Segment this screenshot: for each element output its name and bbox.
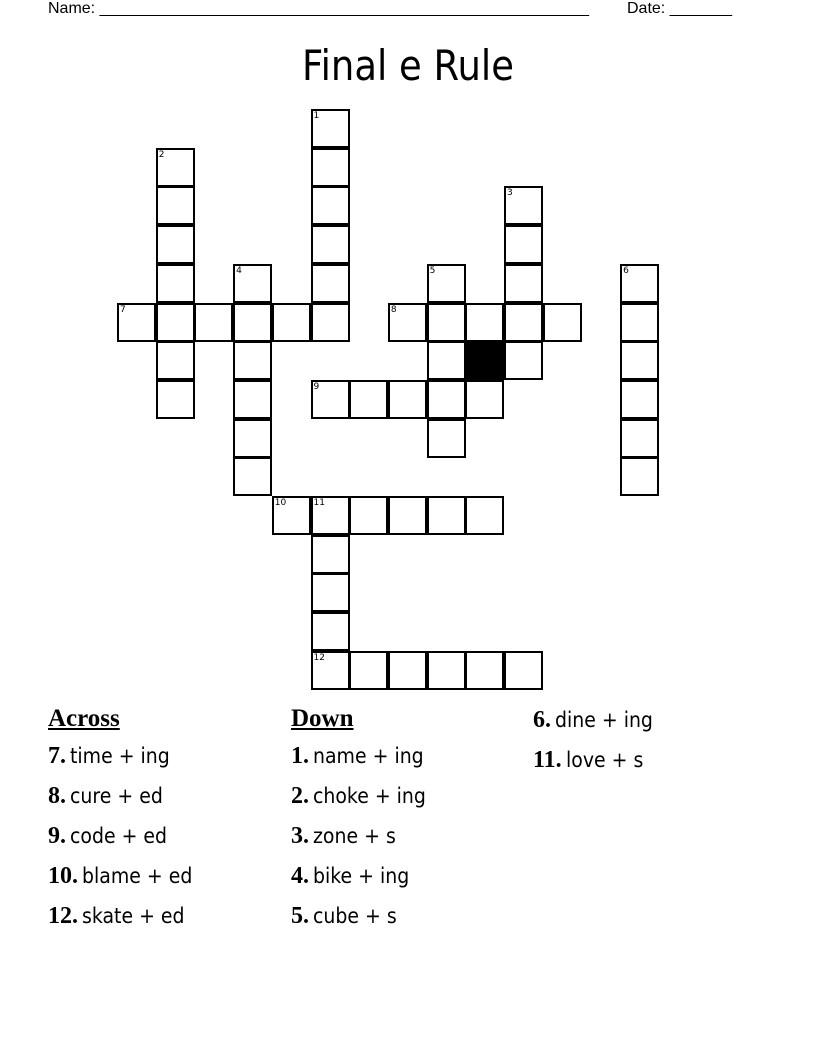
clue-item xyxy=(48,739,205,779)
crossword-cell[interactable] xyxy=(349,496,388,535)
clue-number: 5 xyxy=(429,265,436,276)
crossword-cell[interactable] xyxy=(233,341,272,380)
clue-text: cure + ed xyxy=(70,784,164,808)
crossword-cell[interactable] xyxy=(156,264,195,303)
clue-number: 10 xyxy=(274,498,287,508)
crossword-cell[interactable] xyxy=(156,186,195,225)
crossword-cell[interactable] xyxy=(311,225,350,264)
across-clues xyxy=(48,703,205,939)
clue-number: 1. xyxy=(291,743,309,769)
crossword-block xyxy=(465,341,504,380)
crossword-cell[interactable] xyxy=(465,496,504,535)
clue-number: 4. xyxy=(291,863,309,889)
clue-text: zone + s xyxy=(313,824,397,848)
crossword-cell[interactable] xyxy=(272,496,311,535)
crossword-cell[interactable] xyxy=(504,341,543,380)
crossword-cell[interactable] xyxy=(620,419,659,458)
clue-text: blame + ed xyxy=(82,864,193,888)
crossword-cell[interactable] xyxy=(427,303,466,342)
crossword-cell[interactable] xyxy=(117,303,156,342)
crossword-cell[interactable] xyxy=(427,419,466,458)
clue-number: 10. xyxy=(48,863,78,889)
crossword-cell[interactable] xyxy=(504,651,543,690)
clue-text: name + ing xyxy=(313,744,425,768)
clue-item xyxy=(291,819,439,859)
clue-number: 5. xyxy=(291,903,309,929)
clue-number: 12. xyxy=(48,903,78,929)
crossword-cell[interactable] xyxy=(504,225,543,264)
crossword-cell[interactable] xyxy=(465,380,504,419)
crossword-cell[interactable] xyxy=(427,651,466,690)
crossword-cell[interactable] xyxy=(620,380,659,419)
page-title: Final e Rule xyxy=(302,41,514,90)
down-clues-continued xyxy=(533,703,664,783)
clue-item xyxy=(291,739,439,779)
clue-number: 11. xyxy=(533,747,562,773)
clue-item xyxy=(291,859,439,899)
crossword-cell[interactable] xyxy=(311,380,350,419)
crossword-cell[interactable] xyxy=(465,303,504,342)
crossword-cell[interactable] xyxy=(620,457,659,496)
crossword-cell[interactable] xyxy=(311,612,350,651)
clue-text: choke + ing xyxy=(313,784,427,808)
clue-number: 9 xyxy=(313,381,320,392)
crossword-cell[interactable] xyxy=(311,535,350,574)
crossword-cell[interactable] xyxy=(233,303,272,342)
clue-number: 11 xyxy=(313,498,325,508)
crossword-cell[interactable] xyxy=(233,419,272,458)
clue-item xyxy=(48,859,205,899)
clue-item xyxy=(48,819,205,859)
down-clues xyxy=(291,703,439,939)
crossword-cell[interactable] xyxy=(233,457,272,496)
crossword-cell[interactable] xyxy=(388,651,427,690)
clue-number: 9. xyxy=(48,823,66,849)
crossword-cell[interactable] xyxy=(311,264,350,303)
crossword-cell[interactable] xyxy=(311,573,350,612)
clue-item xyxy=(48,899,205,939)
crossword-cell[interactable] xyxy=(272,303,311,342)
crossword-cell[interactable] xyxy=(427,380,466,419)
clue-number: 2 xyxy=(158,149,165,160)
across-heading: Across xyxy=(48,705,120,732)
crossword-cell[interactable] xyxy=(311,303,350,342)
crossword-cell[interactable] xyxy=(311,186,350,225)
crossword-cell[interactable] xyxy=(311,109,350,148)
clue-text: time + ing xyxy=(70,744,171,768)
clue-number: 8. xyxy=(48,783,66,809)
clue-text: code + ed xyxy=(70,824,168,848)
crossword-cell[interactable] xyxy=(156,148,195,187)
clue-number: 4 xyxy=(236,265,242,276)
crossword-cell[interactable] xyxy=(156,303,195,342)
crossword-cell[interactable] xyxy=(427,264,466,303)
clue-number: 3. xyxy=(291,823,309,849)
crossword-cell[interactable] xyxy=(311,148,350,187)
crossword-cell[interactable] xyxy=(620,341,659,380)
name-field-label: Name: _______________________________________________________ xyxy=(48,0,589,17)
clue-number: 12 xyxy=(313,652,325,663)
crossword-cell[interactable] xyxy=(349,380,388,419)
clue-number: 1 xyxy=(313,111,320,121)
crossword-cell[interactable] xyxy=(311,496,350,535)
clue-text: skate + ed xyxy=(82,904,186,928)
date-field-label: Date: _______ xyxy=(627,0,732,17)
clue-item xyxy=(48,779,205,819)
crossword-cell[interactable] xyxy=(156,380,195,419)
crossword-cell[interactable] xyxy=(156,225,195,264)
clue-item xyxy=(291,899,439,939)
down-heading: Down xyxy=(291,705,354,732)
crossword-cell[interactable] xyxy=(427,341,466,380)
crossword-cell[interactable] xyxy=(504,303,543,342)
clue-number: 7 xyxy=(120,304,126,315)
clue-number: 7. xyxy=(48,743,66,769)
crossword-cell[interactable] xyxy=(465,651,504,690)
crossword-cell[interactable] xyxy=(311,651,350,690)
clue-item xyxy=(291,779,439,819)
clue-item xyxy=(533,743,664,783)
crossword-cell[interactable] xyxy=(620,264,659,303)
clue-number: 3 xyxy=(507,188,513,199)
clue-text: bike + ing xyxy=(313,864,410,888)
crossword-cell[interactable] xyxy=(194,303,233,342)
crossword-cell[interactable] xyxy=(349,651,388,690)
clue-number: 6 xyxy=(623,265,629,276)
crossword-cell[interactable] xyxy=(427,496,466,535)
clue-number: 2. xyxy=(291,783,309,809)
crossword-cell[interactable] xyxy=(504,186,543,225)
crossword-cell[interactable] xyxy=(504,264,543,303)
crossword-cell[interactable] xyxy=(388,496,427,535)
clue-text: love + s xyxy=(566,748,644,772)
clue-text: dine + ing xyxy=(555,708,654,732)
crossword-cell[interactable] xyxy=(233,380,272,419)
clue-number: 6. xyxy=(533,707,551,733)
crossword-cell[interactable] xyxy=(156,341,195,380)
crossword-cell[interactable] xyxy=(388,380,427,419)
clue-text: cube + s xyxy=(313,904,398,928)
clue-number: 8 xyxy=(390,304,397,315)
clue-item xyxy=(533,703,664,743)
crossword-cell[interactable] xyxy=(620,303,659,342)
crossword-cell[interactable] xyxy=(388,303,427,342)
crossword-cell[interactable] xyxy=(233,264,272,303)
crossword-cell[interactable] xyxy=(543,303,582,342)
